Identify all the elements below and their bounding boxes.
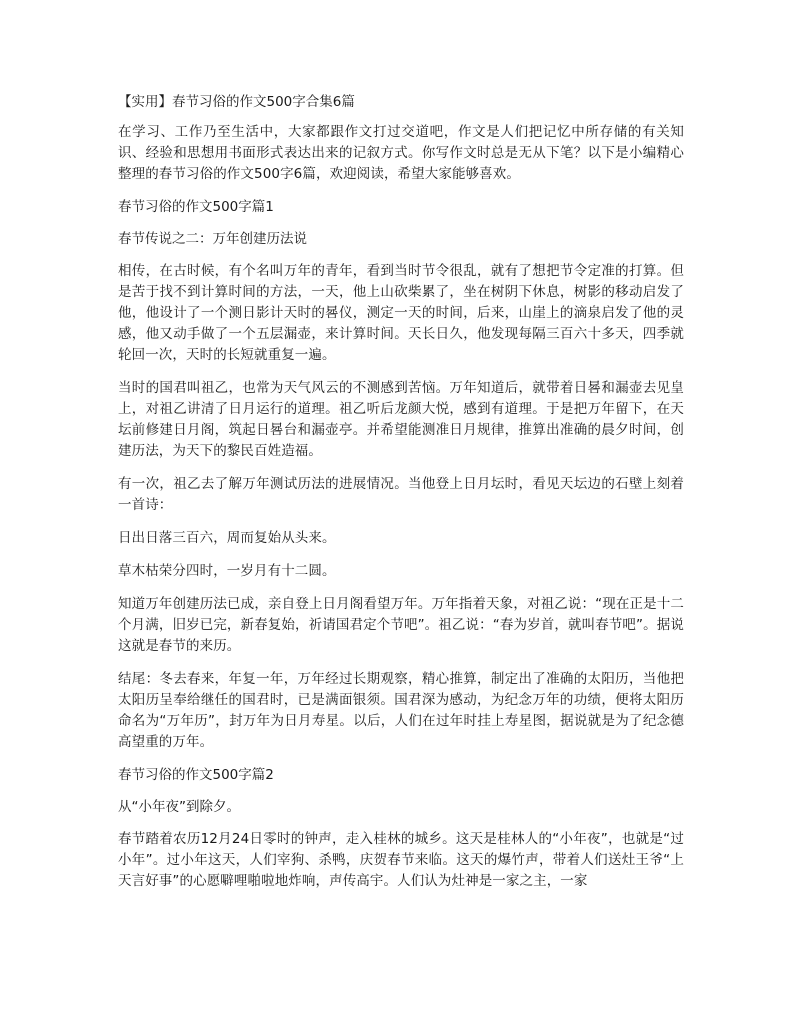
section-1-heading: 春节习俗的作文500字篇1 [118, 199, 274, 215]
section-1-conclusion: 结尾：冬去春来，年复一年，万年经过长期观察，精心推算，制定出了准确的太阳历，当他把太阳历呈奉给继任的国君时，已是满面银须。国君深为感动，为纪念万年的功绩，便将太阳历命名为“万年历”，封万年为日月寿星。以后，人们在过年时挂上寿星图，据说就是为了纪念德高望重的万年。 [118, 671, 684, 750]
section-1-paragraph: 知道万年创建历法已成，亲自登上日月阁看望万年。万年指着天象，对祖乙说：“现在正是十二个月满，旧岁已完，新春复始，祈请国君定个节吧”。祖乙说：“春为岁首，就叫春节吧”。据说这就是春节的来历。 [118, 596, 684, 654]
document-title: 【实用】春节习俗的作文500字合集6篇 [118, 94, 355, 110]
section-2-paragraph: 春节踏着农历12月24日零时的钟声，走入桂林的城乡。这天是桂林人的“小年夜”，也就是“过小年”。过小年这天，人们宰狗、杀鸭，庆贺春节来临。这天的爆竹声，带着人们送灶王爷“上天言好事”的心愿噼哩啪啦地炸响，声传高宇。人们认为灶神是一家之主，一家 [118, 831, 684, 889]
section-1-subheading: 春节传说之二：万年创建历法说 [118, 231, 307, 247]
section-1-paragraph: 当时的国君叫祖乙，也常为天气风云的不测感到苦恼。万年知道后，就带着日晷和漏壶去见皇上，对祖乙讲清了日月运行的道理。祖乙听后龙颜大悦，感到有道理。于是把万年留下，在天坛前修建日月阁，筑起日晷台和漏壶亭。并希望能测准日月规律，推算出准确的晨夕时间，创建历法，为天下的黎民百姓造福。 [118, 380, 684, 459]
section-2-heading: 春节习俗的作文500字篇2 [118, 767, 274, 783]
document-page [118, 92, 684, 904]
section-1-paragraph: 相传，在古时候，有个名叫万年的青年，看到当时节令很乱，就有了想把节令定准的打算。但是苦于找不到计算时间的方法，一天，他上山砍柴累了，坐在树阴下休息，树影的移动启发了他，他设计了一个测日影计天时的晷仪，测定一天的时间，后来，山崖上的滴泉启发了他的灵感，他又动手做了一个五层漏壶，来计算时间。天长日久，他发现每隔三百六十多天，四季就轮回一次，天时的长短就重复一遍。 [118, 263, 684, 363]
section-2-subheading: 从“小年夜”到除夕。 [118, 799, 240, 815]
intro-paragraph: 在学习、工作乃至生活中，大家都跟作文打过交道吧，作文是人们把记忆中所存储的有关知识、经验和思想用书面形式表达出来的记叙方式。你写作文时总是无从下笔？以下是小编精心整理的春节习俗的作文500字6篇，欢迎阅读，希望大家能够喜欢。 [118, 124, 684, 182]
section-1-paragraph: 有一次，祖乙去了解万年测试历法的进展情况。当他登上日月坛时，看见天坛边的石壁上刻着一首诗： [118, 476, 684, 513]
poem-line: 草木枯荣分四时，一岁月有十二圆。 [118, 563, 336, 579]
poem-line: 日出日落三百六，周而复始从头来。 [118, 530, 336, 546]
